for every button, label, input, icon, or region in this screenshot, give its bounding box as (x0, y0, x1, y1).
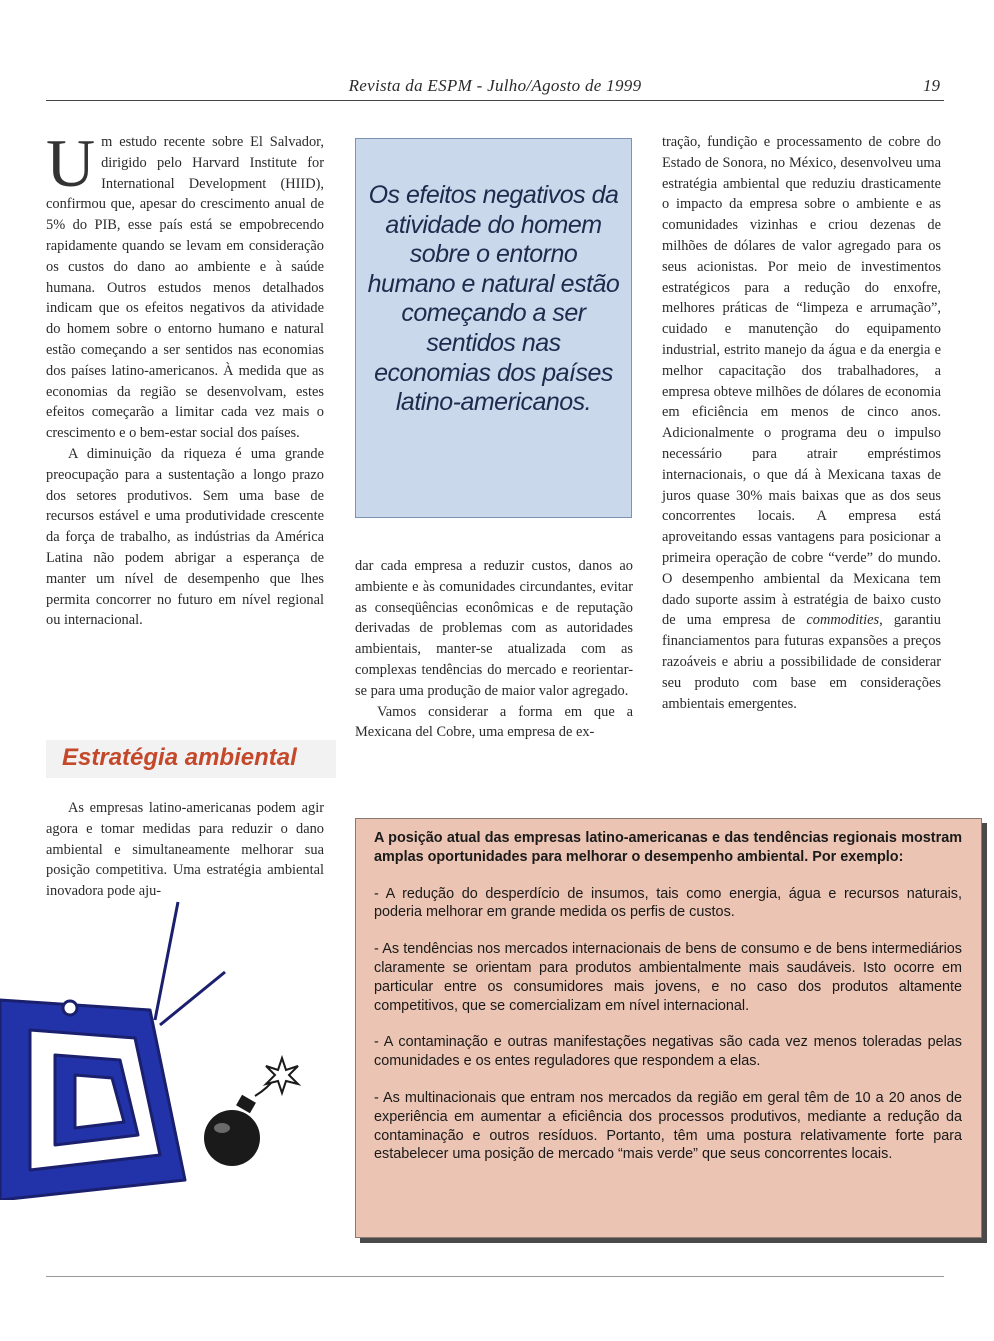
antenna-left (155, 902, 178, 1020)
sidebar-box-content (374, 829, 962, 1182)
paragraph: dar cada empresa a reduzir custos, danos ao ambiente e às comunidades circundantes, evitar as conseqüências econômicas e de reputação derivadas de problemas com as autoridades ambientais, manter-se atualizada com as complexas tendências do mercado e reorientar-se para uma produção de maior valor agregado. (355, 558, 633, 699)
paragraph: tração, fundição e processamento de cobre do Estado de Sonora, no México, desenvolveu uma estratégia ambiental que reduziu drasticamente o impacto da empresa sobre o ambiente e as comunidades vizinhas e criou dezenas de milhões de dólares de valor agregado para os seus acionistas. Por meio de investimentos estratégicos para a redução do enxofre, melhores práticas de “limpeza e arrumação”, cuidado e manutenção do equipamento industrial, estrito manejo da água e da energia e melhor capacitação dos trabalhadores, a empresa obteve milhões de dólares de economia em eficiência em menos de cinco anos. Adicionalmente o programa deu o impulso necessário para atrair empréstimos internacionais, o que dá à Mexicana taxas de juros quase 30% mais baixas que as dos seus concorrentes locais. A empresa está aproveitando essas vantagens para posicionar a primeira operação de cobre “verde” do mundo. O desempenho ambiental da Mexicana tem dado suporte assim à estratégia de baixo custo de uma empresa de commodities, garantiu financiamentos para futuras expansões a preços razoáveis e abriu a possibilidade de considerar seu produto com base em considerações ambientais emergentes. (662, 134, 941, 712)
paragraph: Vamos considerar a forma em que a Mexicana del Cobre, uma empresa de ex- (355, 703, 633, 741)
pull-quote-text: Os efeitos negativos da atividade do homem sobre o entorno humano e natural estão começando a ser sentidos nas economias dos países latino-americanos. (367, 181, 620, 417)
sidebar-item: - A contaminação e outras manifestações negativas são cada vez menos toleradas pelas comunidades e os entes reguladores que respondem a elas. (374, 1034, 962, 1070)
bottom-rule (46, 1276, 944, 1277)
paragraph: As empresas latino-americanas podem agir agora e tomar medidas para reduzir o dano ambiental e simultaneamente melhorar sua posição competitiva. Uma estratégia ambiental inovadora pode aju- (46, 800, 324, 900)
tv-illustration (0, 900, 320, 1200)
page-number: 19 (923, 76, 940, 95)
sidebar-box (355, 818, 982, 1238)
drop-cap: U (46, 125, 96, 201)
sidebar-item: - As tendências nos mercados internacionais de bens de consumo e de bens intermediários claramente se orientam para produtos ambientalmente mais saudáveis. Isto ocorre em particular entre os consumidores mais jovens, e no caso dos produtos altamente competitivos, que se comercializam em nível internacional. (374, 941, 962, 1014)
article-column-2 (355, 556, 633, 743)
paragraph: A diminuição da riqueza é uma grande preocupação para a sustentação a longo prazo dos setores produtivos. Sem uma base de recursos estável e uma produtividade crescente da força de trabalho, as indústrias da América Latina não podem abrigar a esperança de manter um nível de desempenho que lhes permita concorrer no futuro em nível regional ou internacional. (46, 445, 324, 629)
publication-title: Revista da ESPM - Julho/Agosto de 1999 (348, 76, 642, 95)
spark-icon (266, 1058, 298, 1093)
article-column-3 (662, 132, 941, 714)
bomb-icon (204, 1058, 298, 1166)
page-header (46, 74, 944, 101)
antenna-right (160, 972, 225, 1025)
section-heading (46, 740, 336, 778)
section-heading-text: Estratégia ambiental (62, 744, 297, 771)
sidebar-item: - As multinacionais que entram nos mercados da região em geral têm de 10 a 20 anos de experiência em aumentar a eficiência dos processos produtivos, mediante a redução da contaminação e outros resíduos. Portanto, têm uma postura relativamente forte para estabelecer uma posição de mercado “mais verde” que seus concorrentes locais. (374, 1089, 962, 1163)
sidebar-item: - A redução do desperdício de insumos, tais como energia, água e recursos naturais, poderia melhorar em grande medida os perfis de custos. (374, 885, 962, 921)
article-column-1-continued (46, 798, 324, 902)
article-column-1 (46, 125, 324, 631)
tv-knob (63, 1001, 77, 1015)
opening-paragraph: Um estudo recente sobre El Salvador, dirigido pelo Harvard Institute for International Development (HIID), confirmou que, apesar do crescimento anual de 5% do PIB, esse país está se empobrecendo rapidamente quando se levam em consideração os custos do dano ao ambiente e à saúde humana. Outros estudos menos detalhados indicam que os efeitos negativos da atividade do homem sobre o entorno humano e natural estão começando a ser sentidos nas economias dos países latino-americanos. À medida que as economias da região se desenvolvam, estes efeitos começarão a limitar cada vez mais o crescimento e o bem-estar social dos países. (46, 125, 324, 442)
sidebar-intro: A posição atual das empresas latino-americanas e das tendências regionais mostram amplas oportunidades para melhorar o desempenho ambiental. Por exemplo: (374, 830, 962, 865)
italic-term: commodities (806, 612, 880, 629)
pull-quote (355, 138, 632, 518)
